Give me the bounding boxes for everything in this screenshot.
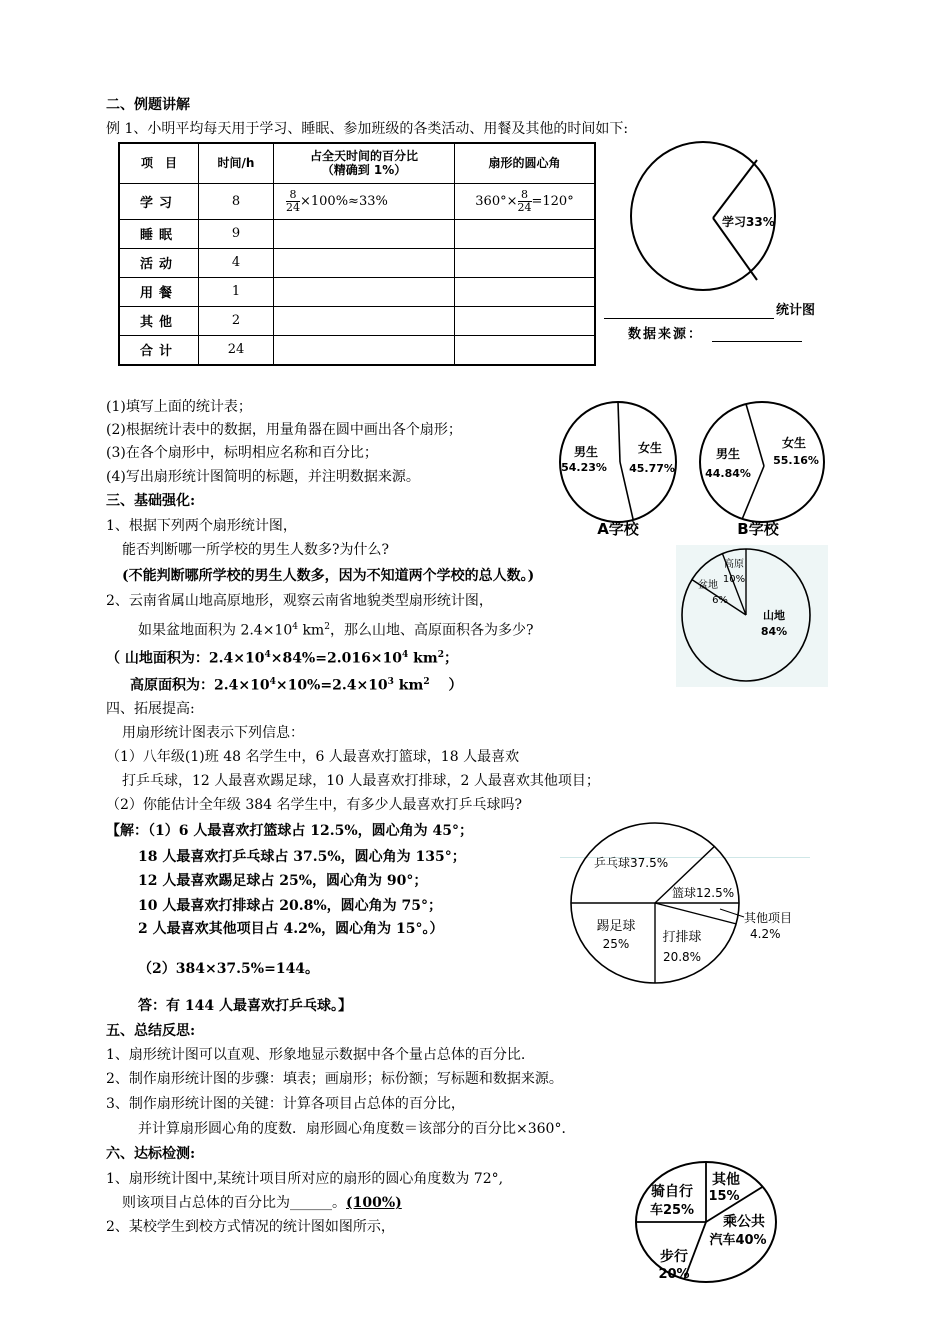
school-b-pie-slice-boundary [746,404,764,466]
solution-line-2: 18 人最喜欢打乒乓球占 37.5%，圆心角为 135°； [138,849,466,865]
percent-fraction [286,189,300,214]
bike-label: 骑自行 [651,1184,693,1200]
a2a-unit: km [408,650,438,667]
basketball-label: 篮球12.5% [672,886,735,900]
q2b-text [138,618,533,640]
solution-line-1: 【解：（1）6 人最喜欢打篮球占 12.5%，圆心角为 45°； [106,823,473,839]
row-percent-cell [274,183,455,219]
row-hours: 4 [199,248,274,277]
data-source-blank[interactable] [712,341,802,342]
a2a-post: ； [443,650,458,667]
a1-text: (不能判断哪所学校的男生人数多，因为不知道两个学校的总人数。) [122,568,535,584]
angle-den: 24 [517,200,532,214]
walk-value: 20% [658,1267,690,1282]
football-label: 踢足球 [596,919,636,934]
section-3-title: 三、基础强化: [106,493,196,509]
sec6-line-3: 2、某校学生到校方式情况的统计图如图所示， [106,1219,395,1235]
blank-cell[interactable] [455,248,596,277]
school-a-pie-chart [552,400,702,540]
angle-num: 8 [518,189,532,202]
a2b-unit: km [393,677,424,694]
transport-pie-chart [632,1160,782,1285]
sec5-line-4: 并计算扇形圆心角的度数．扇形圆心角度数＝该部分的百分比×360°． [138,1121,576,1137]
bus-value: 汽车40% [709,1233,767,1248]
sec4-p2: （2）你能估计全年级 384 名学生中，有多少人最喜欢打乒乓球吗? [106,797,523,813]
school-a-girls-label: 女生 [637,441,663,455]
row-label: 用餐 [119,277,199,306]
answer-blank[interactable]: ______ [290,1195,332,1211]
row-hours: 24 [199,335,274,365]
terrain-pie-chart [676,545,828,687]
blank-cell[interactable] [455,306,596,335]
school-b-girls-value: 55.16% [773,454,819,467]
row-hours: 2 [199,306,274,335]
example-1-text: 例 1、小明平均每天用于学习、睡眠、参加班级的各类活动、用餐及其他的时间如下: [106,121,629,137]
blank-cell[interactable] [274,248,455,277]
a2a-exp: 4 [264,650,271,660]
table-row [119,277,595,306]
sec4-p1: （1）八年级(1)班 48 名学生中，6 人最喜欢打篮球，18 人最喜欢 [106,749,520,765]
study-pie-chart [630,140,780,295]
other-leader-line [720,909,744,917]
a2b-mid: ×10%=2.4×10 [275,677,388,694]
a2b-post: ） [429,677,463,694]
stats-table [118,142,596,366]
section-5-title: 五、总结反思: [106,1023,196,1039]
th-item: 项 目 [119,143,199,183]
q1b-text: 能否判断哪一所学校的男生人数多?为什么? [122,542,390,558]
solution-line-5: 2 人最喜欢其他项目占 4.2%，圆心角为 15°。） [138,921,444,937]
terrain-mountain-value: 84% [760,625,788,638]
school-b-boys-label: 男生 [715,447,741,461]
other-transport-label: 其他 [712,1172,740,1188]
sec5-line-2: 2、制作扇形统计图的步骤：填表；画扇形；标份额；写标题和数据来源。 [106,1071,563,1087]
a2b-exp2: 3 [387,677,394,687]
data-source-label: 数据来源： [628,327,704,342]
row-label: 其他 [119,306,199,335]
school-b-girls-label: 女生 [781,436,807,450]
row-label: 合计 [119,335,199,365]
sec5-line-3: 3、制作扇形统计图的关键：计算各项目占总体的百分比， [106,1096,465,1112]
sec6-answer: (100%) [346,1195,402,1211]
a2a-pre: （ 山地面积为：2.4×10 [106,650,265,667]
school-a-boys-label: 男生 [573,445,599,459]
row-label: 活动 [119,248,199,277]
terrain-basin-value: 6% [712,595,728,606]
study-pie-label: 学习33% [722,215,775,229]
row-label: 学习 [119,183,199,219]
row-hours: 8 [199,183,274,219]
volleyball-label: 打排球 [662,930,702,945]
solution-line-3: 12 人最喜欢踢足球占 25%，圆心角为 90°； [138,873,428,889]
q2b-sq: 2 [324,622,330,632]
a2b-sq: 2 [423,677,430,687]
section-6-title: 六、达标检测: [106,1146,196,1162]
solution-answer: 答：有 144 人最喜欢打乒乓球。】 [138,998,352,1014]
bike-value: 车25% [649,1203,695,1218]
school-a-pie-slice-boundary [618,402,620,462]
blank-cell[interactable] [455,277,596,306]
table-row [119,219,595,248]
task-2: (2)根据统计表中的数据，用量角器在圆中画出各个扇形； [106,422,462,438]
blank-cell[interactable] [274,306,455,335]
row-hours: 1 [199,277,274,306]
walk-label: 步行 [660,1249,688,1265]
sports-pie-chart [560,815,810,995]
th-percent-line2: （精确到 1%） [321,163,407,178]
a2a-sq: 2 [437,650,444,660]
school-b-pie-chart [692,400,842,540]
sec5-line-1: 1、扇形统计图可以直观、形象地显示数据中各个量占总体的百分比. [106,1047,526,1063]
section-2-title: 二、例题讲解 [106,97,190,113]
terrain-plateau-value: 10% [722,574,746,585]
solution-line-4: 10 人最喜欢打排球占 20.8%，圆心角为 75°； [138,898,442,914]
table-row [119,248,595,277]
th-hours: 时间/h [199,143,274,183]
angle-rest: =120° [531,193,574,209]
th-percent [274,143,455,183]
volleyball-value: 20.8% [662,950,702,964]
table-row [119,335,595,365]
terrain-plateau-label: 高原 [724,559,744,570]
school-b-boys-value: 44.84% [705,467,751,480]
sec6-l2-pre: 则该项目占总体的百分比为 [122,1195,290,1211]
a2b-exp: 4 [269,677,276,687]
q2b-unit: km [298,622,325,639]
school-a-boys-value: 54.23% [561,461,607,474]
sec6-line-1: 1、扇形统计图中,某统计项目所对应的扇形的圆心角度数为 72°, [106,1171,504,1187]
task-1: (1)填写上面的统计表； [106,399,252,415]
other-label: 其他项目 [744,911,793,925]
row-hours: 9 [199,219,274,248]
pct-rest: ×100%≈33% [300,193,388,209]
blank-cell[interactable] [274,335,455,365]
blank-cell[interactable] [455,335,596,365]
th-percent-line1: 占全天时间的百分比 [309,149,418,164]
task-4: (4)写出扇形统计图简明的标题，并注明数据来源。 [106,469,420,485]
q2b-exp: 4 [292,622,298,632]
blank-cell[interactable] [274,277,455,306]
other-value: 4.2% [750,927,781,941]
table-row [119,306,595,335]
chart-title-blank[interactable] [604,318,774,319]
study-pie-radius [713,160,757,218]
pct-den: 24 [286,200,300,214]
terrain-basin-label: 盆地 [698,580,718,591]
bus-label: 乘公共 [723,1214,765,1230]
q2-text: 2、云南省属山地高原地形，观察云南省地貌类型扇形统计图， [106,593,493,609]
table-row [119,183,595,219]
row-label: 睡眠 [119,219,199,248]
a2a-mid: ×84%=2.016×10 [270,650,403,667]
q2b-post: ，那么山地、高原面积各为多少? [329,622,534,639]
sports-pie-slice-boundary [655,903,736,924]
chart-title-suffix: 统计图 [776,303,816,318]
sec4-intro: 用扇形统计图表示下列信息： [122,725,304,741]
angle-pre: 360°× [475,193,518,209]
row-angle-cell [455,183,596,219]
solution-line-6: （2）384×37.5%=144。 [138,961,320,977]
a2b-text [130,673,462,695]
terrain-mountain-label: 山地 [763,609,785,622]
school-a-title: A学校 [597,520,639,538]
pct-num: 8 [286,189,300,202]
blank-cell[interactable] [455,219,596,248]
school-b-title: B学校 [737,520,779,538]
a2a-text [106,646,458,668]
football-value: 25% [602,937,630,951]
task-3: (3)在各个扇形中，标明相应名称和百分比； [106,445,378,461]
angle-fraction [518,189,532,214]
q2b-pre: 如果盆地面积为 2.4×10 [138,622,293,639]
blank-cell[interactable] [274,219,455,248]
sec4-p1b: 打乒乓球，12 人最喜欢踢足球，10 人最喜欢打排球，2 人最喜欢其他项目； [122,773,600,789]
sec6-l2-mid: 。 [332,1195,346,1211]
a2b-pre: 高原面积为：2.4×10 [130,677,270,694]
a2a-exp2: 4 [402,650,409,660]
pingpong-label: 乒乓球37.5% [594,856,669,870]
section-4-title: 四、拓展提高: [106,701,195,717]
th-angle: 扇形的圆心角 [455,143,596,183]
school-a-girls-value: 45.77% [629,462,675,475]
other-transport-value: 15% [708,1189,740,1204]
sec6-line-2 [122,1194,402,1212]
q1-text: 1、根据下列两个扇形统计图， [106,518,297,534]
